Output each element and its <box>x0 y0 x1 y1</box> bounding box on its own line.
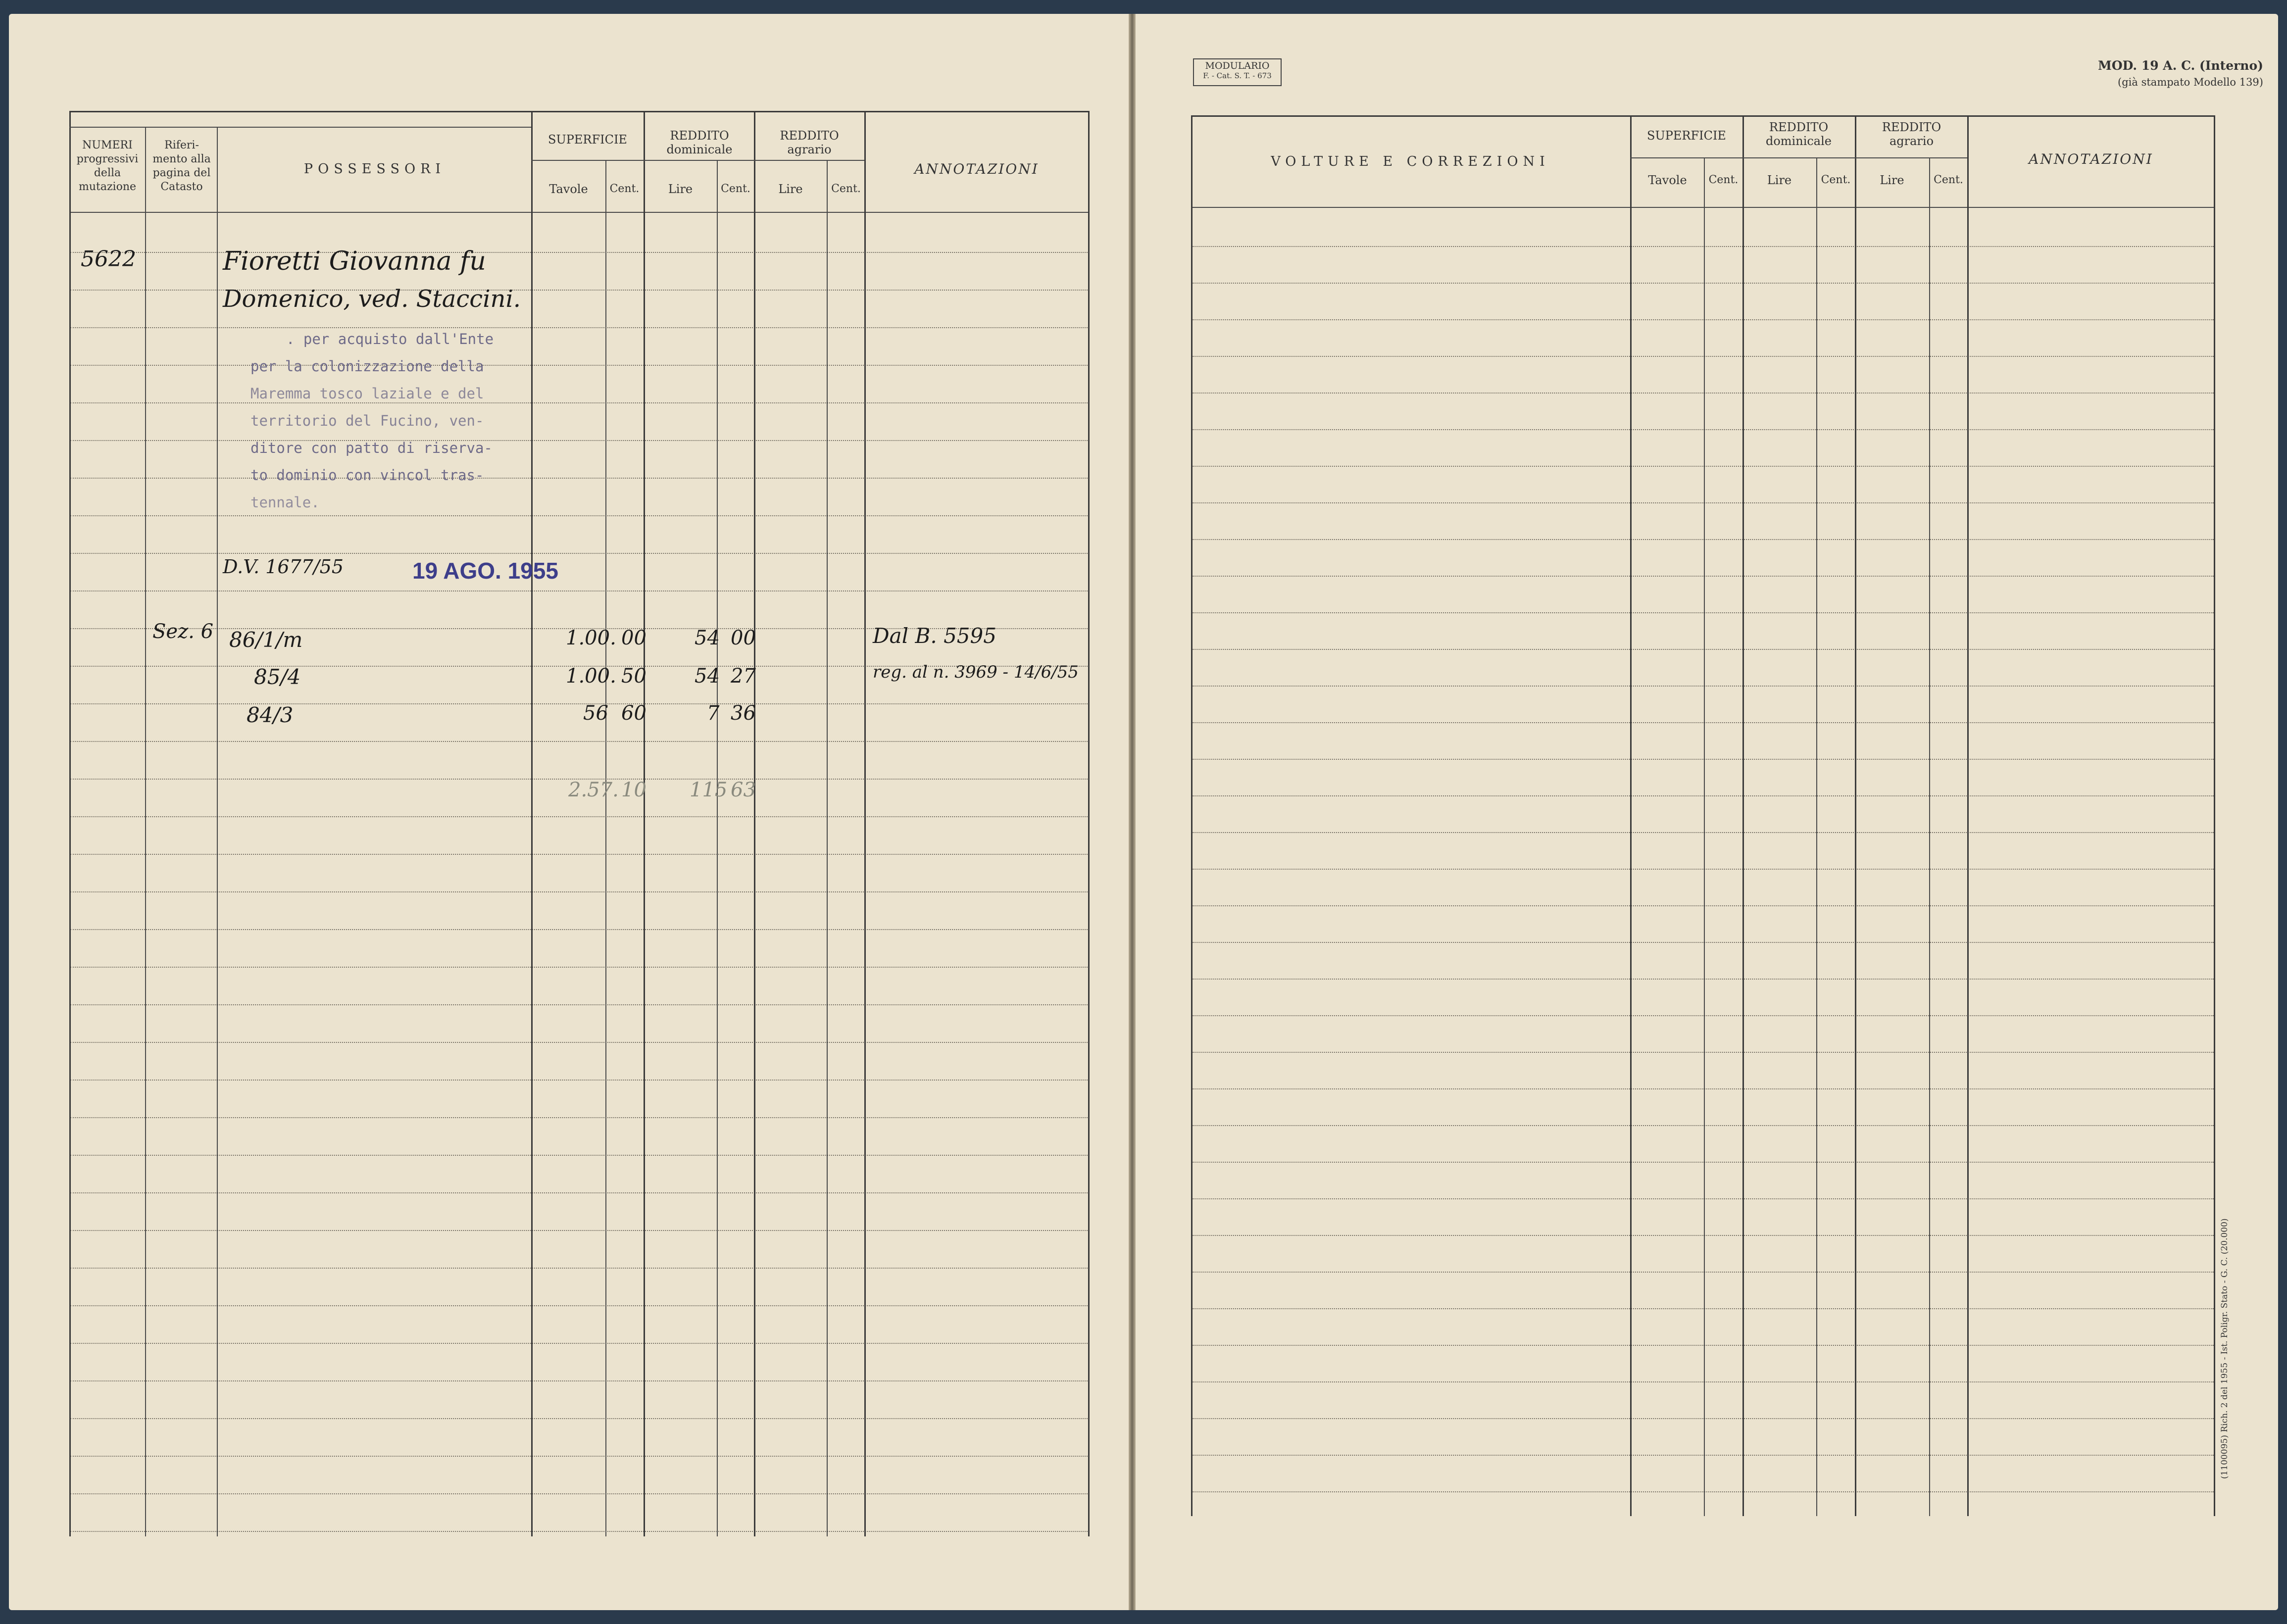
typed-line: Maremma tosco laziale e del <box>250 385 484 402</box>
ruled-line <box>70 515 1088 516</box>
total-tavole: 2.57. <box>568 779 619 801</box>
header-cent: Cent. <box>1934 174 1963 186</box>
ruled-line <box>1192 1308 2214 1309</box>
ruled-line <box>1192 319 2214 320</box>
header-superficie: SUPERFICIE <box>1647 129 1726 143</box>
header-annotazioni: ANNOTAZIONI <box>2029 151 2153 167</box>
header-volture: VOLTURE E CORREZIONI <box>1271 154 1550 169</box>
ruled-line <box>1192 1052 2214 1053</box>
ruled-line <box>1192 832 2214 833</box>
header-cent: Cent. <box>1708 174 1739 186</box>
ruled-line <box>1192 759 2214 760</box>
right-register-page <box>1136 14 2278 1610</box>
header-lire: Lire <box>1767 173 1792 187</box>
header-lire: Lire <box>668 182 693 196</box>
model-subtitle: (già stampato Modello 139) <box>2118 76 2263 88</box>
ruled-line <box>1192 1345 2214 1346</box>
ruled-line <box>70 1117 1088 1118</box>
ruled-line <box>1192 869 2214 870</box>
ruled-line <box>70 1456 1088 1457</box>
ruled-line <box>70 1343 1088 1344</box>
parcel-tavole-cent: 60 <box>621 702 646 725</box>
ruled-line <box>70 1042 1088 1043</box>
ruled-line <box>70 1230 1088 1231</box>
parcel-lire-cent: 00 <box>731 627 756 649</box>
ruled-line <box>1192 283 2214 284</box>
header-possessori: POSSESSORI <box>303 161 446 177</box>
ruled-line <box>1192 1491 2214 1492</box>
parcel-id: 86/1/m <box>229 628 303 652</box>
section-number: Sez. 6 <box>152 620 214 643</box>
ruled-line <box>70 891 1088 892</box>
ruled-line <box>1192 246 2214 247</box>
header-numeri: NUMERI progressivi della mutazione <box>76 139 139 193</box>
parcel-lire-cent: 36 <box>731 702 756 725</box>
ruled-line <box>70 1493 1088 1494</box>
ruled-line <box>1192 356 2214 357</box>
ruled-line <box>1192 979 2214 980</box>
ruled-line <box>1192 649 2214 650</box>
ruled-line <box>1192 576 2214 577</box>
ruled-lines <box>1192 209 2214 1514</box>
owner-name-line1: Fioretti Giovanna fu <box>223 246 486 276</box>
ruled-line <box>1192 942 2214 943</box>
modulario-label: MODULARIO <box>1205 60 1270 71</box>
parcel-tavole: 1.00. <box>566 627 616 649</box>
ruled-line <box>70 1155 1088 1156</box>
typed-line: ditore con patto di riserva- <box>250 440 493 456</box>
header-lire: Lire <box>778 182 803 196</box>
annotation-origin: Dal B. 5595 <box>873 624 996 648</box>
header-reddito-dominicale: REDDITO dominicale <box>666 129 733 156</box>
ruled-line <box>1192 539 2214 540</box>
total-tavole-cent: 10 <box>621 779 646 801</box>
header-cent: Cent. <box>831 183 861 195</box>
parcel-tavole: 1.00. <box>566 665 616 688</box>
ruled-line <box>70 1268 1088 1269</box>
ruled-line <box>70 703 1088 704</box>
parcel-id: 84/3 <box>247 703 294 727</box>
ruled-line <box>70 553 1088 554</box>
header-superficie: SUPERFICIE <box>548 133 627 147</box>
header-cent: Cent. <box>609 183 640 195</box>
ruled-line <box>1192 1015 2214 1016</box>
ruled-line <box>1192 905 2214 906</box>
parcel-lire: 54 <box>695 665 720 688</box>
left-register-page <box>9 14 1129 1610</box>
owner-name-line2: Domenico, ved. Staccini. <box>223 285 521 313</box>
header-annotazioni: ANNOTAZIONI <box>914 161 1039 177</box>
ruled-line <box>1192 466 2214 467</box>
ruled-line <box>1192 795 2214 796</box>
parcel-tavole-cent: 50 <box>621 665 646 688</box>
header-tavole: Tavole <box>549 182 588 196</box>
ruled-line <box>1192 1455 2214 1456</box>
model-title: MOD. 19 A. C. (Interno) <box>2098 58 2263 73</box>
header-cent: Cent. <box>721 183 750 195</box>
typed-line: . per acquisto dall'Ente <box>286 331 494 347</box>
header-lire: Lire <box>1880 173 1904 187</box>
parcel-lire-cent: 27 <box>731 665 756 688</box>
entry-number: 5622 <box>81 246 136 272</box>
ruled-line <box>1192 722 2214 723</box>
typed-line: territorio del Fucino, ven- <box>250 412 484 429</box>
ruled-lines <box>70 214 1088 1536</box>
ruled-line <box>1192 1235 2214 1236</box>
ruled-line <box>70 1380 1088 1381</box>
date-stamp: 19 AGO. 1955 <box>412 558 558 584</box>
ruled-line <box>70 402 1088 403</box>
ruled-line <box>1192 1198 2214 1199</box>
total-lire-cent: 63 <box>731 779 756 801</box>
ruled-line <box>70 365 1088 366</box>
ruled-line <box>1192 429 2214 430</box>
modulario-code: F. - Cat. S. T. - 673 <box>1203 71 1272 80</box>
ruled-line <box>70 816 1088 817</box>
header-reddito-dominicale: REDDITO dominicale <box>1765 120 1832 148</box>
ruled-line <box>1192 1381 2214 1382</box>
ruled-line <box>1192 1125 2214 1126</box>
ruled-line <box>70 741 1088 742</box>
ruled-line <box>70 854 1088 855</box>
ruled-line <box>70 1004 1088 1005</box>
typed-line: per la colonizzazione della <box>250 358 484 375</box>
typed-line: to dominio con vincol tras- <box>250 467 484 484</box>
printer-note: (1100095) Rich. 2 del 1955 - Ist. Poligr. Stato - G. C. (20.000) <box>2220 1218 2230 1479</box>
modulario-box <box>1193 58 1282 86</box>
ruled-line <box>1192 686 2214 687</box>
ruled-line <box>1192 1418 2214 1419</box>
parcel-lire: 7 <box>707 702 720 725</box>
ruled-line <box>70 967 1088 968</box>
header-tavole: Tavole <box>1648 173 1687 187</box>
header-reddito-agrario: REDDITO agrario <box>1882 120 1941 148</box>
annotation-registration: reg. al n. 3969 - 14/6/55 <box>873 662 1079 682</box>
ruled-line <box>1192 612 2214 613</box>
ruled-line <box>70 1418 1088 1419</box>
parcel-tavole-cent: 00 <box>621 627 646 649</box>
decree-reference: D.V. 1677/55 <box>223 556 344 578</box>
ruled-line <box>1192 1088 2214 1089</box>
ruled-line <box>1192 502 2214 503</box>
parcel-id: 85/4 <box>254 665 301 689</box>
ruled-line <box>70 929 1088 930</box>
header-reddito-agrario: REDDITO agrario <box>780 129 839 156</box>
ruled-line <box>70 1305 1088 1306</box>
total-lire: 115 <box>690 779 728 801</box>
header-cent: Cent. <box>1821 174 1851 186</box>
header-riferimento: Riferi- mento alla pagina del Catasto <box>152 139 211 193</box>
parcel-tavole: 56 <box>583 702 608 725</box>
ruled-line <box>70 478 1088 479</box>
book-spine <box>1129 14 1136 1610</box>
ruled-line <box>70 1192 1088 1193</box>
ruled-line <box>1192 393 2214 394</box>
ruled-line <box>70 1531 1088 1532</box>
ruled-line <box>70 440 1088 441</box>
ruled-line <box>1192 1162 2214 1163</box>
ruled-line <box>70 1080 1088 1081</box>
ruled-line <box>70 327 1088 328</box>
ruled-line <box>1192 1272 2214 1273</box>
parcel-lire: 54 <box>695 627 720 649</box>
typed-line: tennale. <box>250 494 320 511</box>
